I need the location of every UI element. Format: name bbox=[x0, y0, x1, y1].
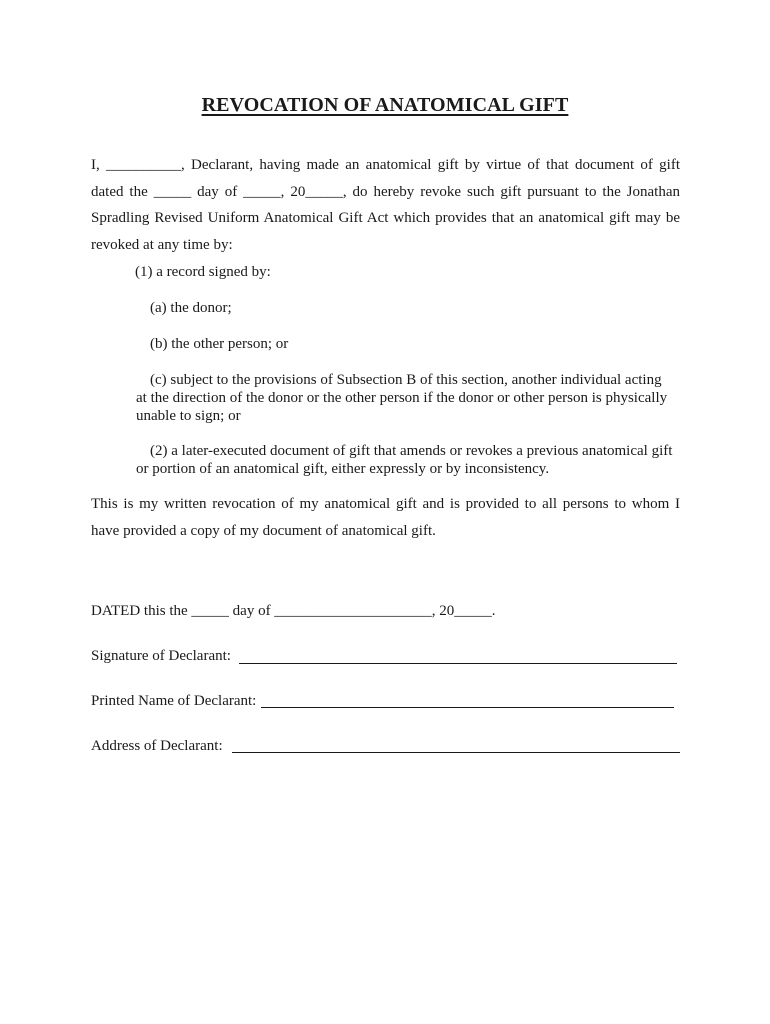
closing-paragraph bbox=[91, 491, 680, 544]
closing-line-1: This is my written revocation of my anatomical gift and is provided to all persons to whom I bbox=[91, 496, 680, 512]
printed-name-label: Printed Name of Declarant: bbox=[91, 693, 257, 709]
item-2-line-2: or portion of an anatomical gift, either expressly or by inconsistency. bbox=[136, 461, 550, 477]
document-title: REVOCATION OF ANATOMICAL GIFT bbox=[201, 94, 569, 116]
intro-line-3: Spradling Revised Uniform Anatomical Gift Act which provides that an anatomical gift may be bbox=[91, 210, 680, 226]
list-item-c bbox=[136, 371, 681, 425]
address-field[interactable] bbox=[232, 752, 680, 753]
list-item-2 bbox=[136, 442, 681, 478]
signature-label: Signature of Declarant: bbox=[91, 648, 231, 664]
address-label: Address of Declarant: bbox=[91, 738, 223, 754]
intro-line-1: I, __________, Declarant, having made an anatomical gift by virtue of that document of gift bbox=[91, 157, 680, 173]
intro-line-2: dated the _____ day of _____, 20_____, do hereby revoke such gift pursuant to the Jonathan bbox=[91, 183, 680, 200]
item-c-line-3: unable to sign; or bbox=[136, 408, 241, 424]
dated-line: DATED this the _____ day of _____________________, 20_____. bbox=[91, 603, 496, 619]
list-item-b: (b) the other person; or bbox=[150, 336, 289, 352]
item-c-line-2: at the direction of the donor or the other person if the donor or other person is physically bbox=[136, 390, 668, 406]
item-c-line-1: (c) subject to the provisions of Subsection B of this section, another individual acting bbox=[150, 372, 662, 388]
list-item-1: (1) a record signed by: bbox=[135, 264, 271, 280]
printed-name-field[interactable] bbox=[261, 707, 674, 708]
signature-field[interactable] bbox=[239, 663, 677, 664]
intro-paragraph bbox=[91, 152, 680, 258]
list-item-a: (a) the donor; bbox=[150, 300, 232, 316]
closing-line-2: have provided a copy of my document of anatomical gift. bbox=[91, 522, 436, 539]
intro-line-4: revoked at any time by: bbox=[91, 236, 233, 253]
item-2-line-1: (2) a later-executed document of gift that amends or revokes a previous anatomical gift bbox=[150, 443, 673, 459]
